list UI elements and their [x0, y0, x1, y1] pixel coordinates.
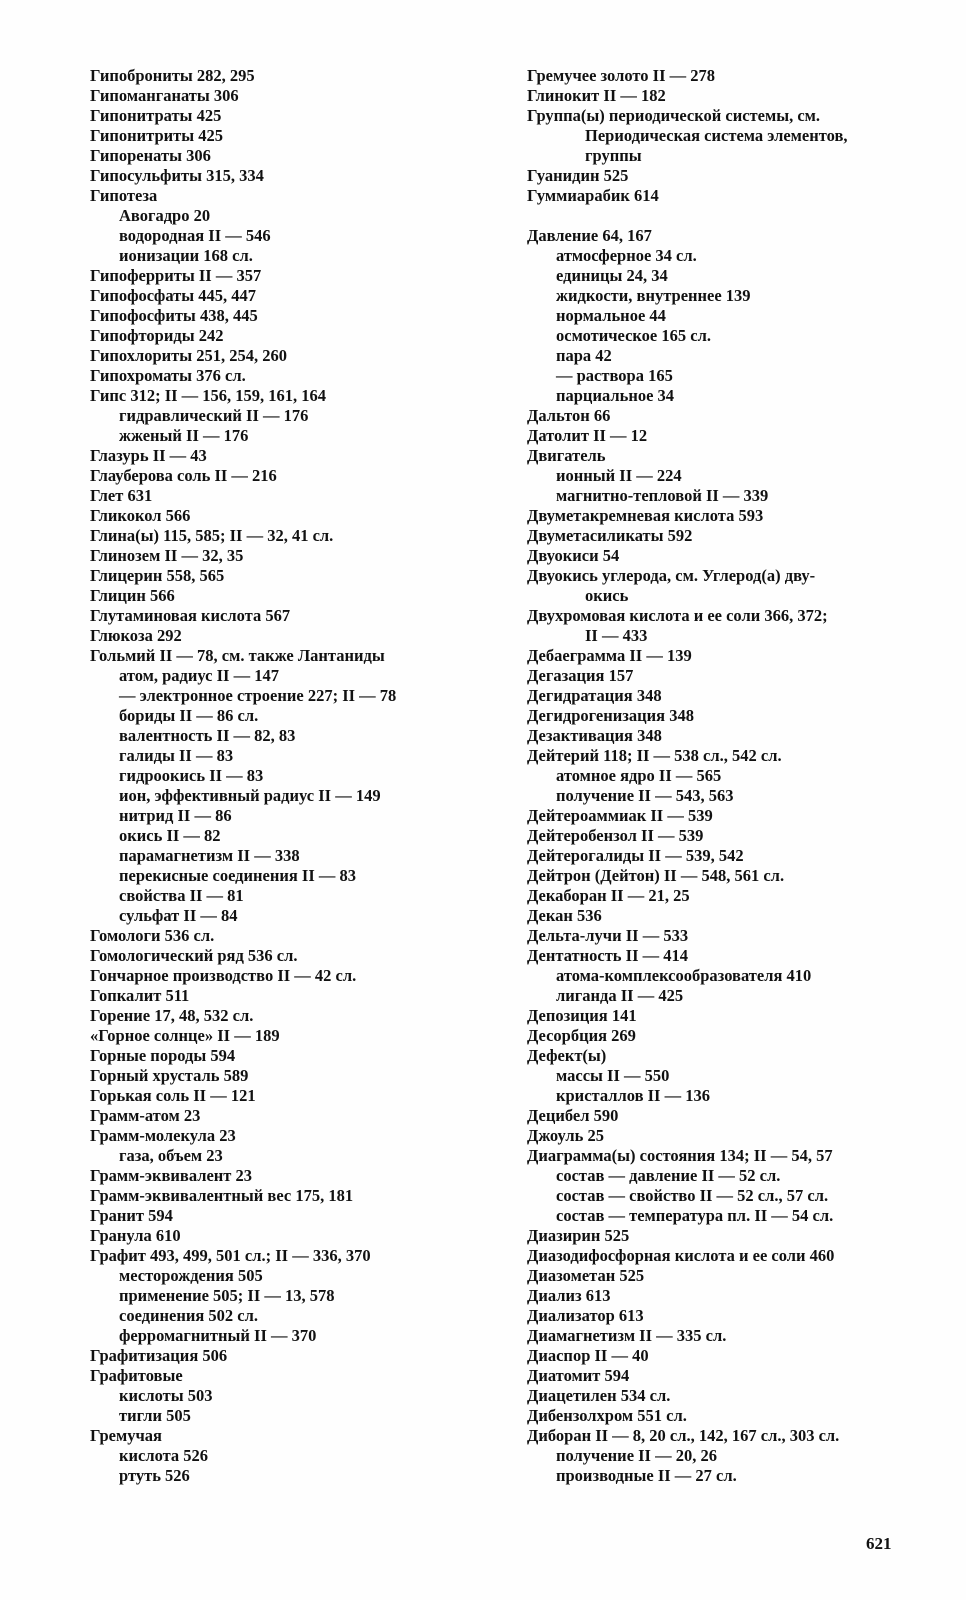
index-subentry: тигли 505: [119, 1406, 191, 1425]
index-subentry: жидкости, внутреннее 139: [556, 286, 751, 305]
index-entry: Гипоброниты 282, 295: [90, 66, 255, 85]
index-entry: Гипоренаты 306: [90, 146, 211, 165]
index-subentry: получение II — 20, 26: [556, 1446, 717, 1465]
index-entry: Двуметасиликаты 592: [527, 526, 693, 545]
index-subentry: применение 505; II — 13, 578: [119, 1286, 335, 1305]
index-entry: Диаграмма(ы) состояния 134; II — 54, 57: [527, 1146, 833, 1165]
index-entry: Дейтерогалиды II — 539, 542: [527, 846, 744, 865]
index-subentry: ферромагнитный II — 370: [119, 1326, 317, 1345]
index-entry: Двигатель: [527, 446, 606, 465]
index-entry: Гранула 610: [90, 1226, 181, 1245]
index-entry: Горение 17, 48, 532 сл.: [90, 1006, 254, 1025]
index-entry: Диборан II — 8, 20 сл., 142, 167 сл., 303 сл.: [527, 1426, 840, 1445]
index-subentry: бориды II — 86 сл.: [119, 706, 259, 725]
index-subentry: окись II — 82: [119, 826, 221, 845]
index-subentry: жженый II — 176: [119, 426, 249, 445]
index-entry: Грамм-эквивалент 23: [90, 1166, 253, 1185]
index-entry: Горькая соль II — 121: [90, 1086, 256, 1105]
index-subentry: производные II — 27 сл.: [556, 1466, 737, 1485]
index-entry: Гремучая: [90, 1426, 162, 1445]
index-entry: Гуанидин 525: [527, 166, 629, 185]
index-entry: Диализатор 613: [527, 1306, 644, 1325]
index-subentry: ртуть 526: [119, 1466, 190, 1485]
index-entry: Группа(ы) периодической системы, см.: [527, 106, 821, 125]
page-number: 621: [866, 1534, 892, 1553]
index-entry: Дейтероаммиак II — 539: [527, 806, 713, 825]
index-subentry: парамагнетизм II — 338: [119, 846, 300, 865]
index-column-right: [527, 66, 947, 1486]
index-subentry: ионизации 168 сл.: [119, 246, 253, 265]
index-entry: Двуметакремневая кислота 593: [527, 506, 764, 525]
index-subentry: Периодическая система элементов,: [585, 126, 848, 145]
index-subentry: нитрид II — 86: [119, 806, 232, 825]
index-entry: Гипохлориты 251, 254, 260: [90, 346, 288, 365]
index-entry: Диализ 613: [527, 1286, 611, 1305]
index-entry: Давление 64, 167: [527, 226, 652, 245]
index-entry: Гончарное производство II — 42 сл.: [90, 966, 357, 985]
index-entry: Гипосульфиты 315, 334: [90, 166, 264, 185]
index-subentry: лиганда II — 425: [556, 986, 684, 1005]
index-subentry: галиды II — 83: [119, 746, 234, 765]
index-entry: Десорбция 269: [527, 1026, 636, 1045]
index-entry: Гипофосфаты 445, 447: [90, 286, 257, 305]
index-entry: Глутаминовая кислота 567: [90, 606, 291, 625]
index-entry: Дегидратация 348: [527, 686, 662, 705]
index-subentry: водородная II — 546: [119, 226, 271, 245]
index-subentry: сульфат II — 84: [119, 906, 238, 925]
index-entry: Гранит 594: [90, 1206, 173, 1225]
index-subentry: кислоты 503: [119, 1386, 213, 1405]
index-entry: Гипс 312; II — 156, 159, 161, 164: [90, 386, 327, 405]
index-entry: Гипофосфиты 438, 445: [90, 306, 258, 325]
index-entry: Глинокит II — 182: [527, 86, 666, 105]
index-entry: Дегазация 157: [527, 666, 634, 685]
index-subentry: кислота 526: [119, 1446, 209, 1465]
index-entry: Глицерин 558, 565: [90, 566, 225, 585]
index-entry: Диацетилен 534 сл.: [527, 1386, 671, 1405]
index-entry: Дезактивация 348: [527, 726, 662, 745]
index-entry: Гомологи 536 сл.: [90, 926, 215, 945]
index-subentry: — электронное строение 227; II — 78: [119, 686, 397, 705]
index-subentry: атмосферное 34 сл.: [556, 246, 697, 265]
index-entry: Депозиция 141: [527, 1006, 637, 1025]
index-entry: Диатомит 594: [527, 1366, 630, 1385]
index-entry: Дальтон 66: [527, 406, 611, 425]
index-entry: Дельта-лучи II — 533: [527, 926, 689, 945]
index-entry: «Горное солнце» II — 189: [90, 1026, 280, 1045]
index-subentry: II — 433: [585, 626, 648, 645]
index-entry: Диазирин 525: [527, 1226, 630, 1245]
index-entry: Гольмий II — 78, см. также Лантаниды: [90, 646, 385, 665]
index-entry: Диазометан 525: [527, 1266, 645, 1285]
index-subentry: получение II — 543, 563: [556, 786, 734, 805]
index-subentry: массы II — 550: [556, 1066, 670, 1085]
index-subentry: ионный II — 224: [556, 466, 682, 485]
index-entry: Гипотеза: [90, 186, 158, 205]
index-entry: Графитовые: [90, 1366, 183, 1385]
index-subentry: валентность II — 82, 83: [119, 726, 296, 745]
index-subentry: магнитно-тепловой II — 339: [556, 486, 769, 505]
index-entry: Глинозем II — 32, 35: [90, 546, 244, 565]
index-subentry: Авогадро 20: [119, 206, 211, 225]
index-entry: Гипохроматы 376 сл.: [90, 366, 246, 385]
index-column-left: [90, 66, 510, 1486]
index-entry: Гипонитраты 425: [90, 106, 222, 125]
index-entry: Глюкоза 292: [90, 626, 182, 645]
index-entry: Диаспор II — 40: [527, 1346, 649, 1365]
index-subentry: атом, радиус II — 147: [119, 666, 279, 685]
index-entry: Глина(ы) 115, 585; II — 32, 41 сл.: [90, 526, 334, 545]
index-subentry: перекисные соединения II — 83: [119, 866, 357, 885]
index-entry: Гипонитриты 425: [90, 126, 223, 145]
index-subentry: состав — температура пл. II — 54 сл.: [556, 1206, 834, 1225]
index-entry: Грамм-молекула 23: [90, 1126, 236, 1145]
index-subentry: нормальное 44: [556, 306, 666, 325]
index-entry: Гликокол 566: [90, 506, 191, 525]
index-subentry: осмотическое 165 сл.: [556, 326, 711, 345]
index-entry: Гипофториды 242: [90, 326, 224, 345]
index-subentry: состав — свойство II — 52 сл., 57 сл.: [556, 1186, 829, 1205]
index-entry: Дейтеробензол II — 539: [527, 826, 704, 845]
index-entry: Децибел 590: [527, 1106, 619, 1125]
index-spacer: [527, 206, 947, 226]
index-entry: Графит 493, 499, 501 сл.; II — 336, 370: [90, 1246, 371, 1265]
index-subentry: гидроокись II — 83: [119, 766, 264, 785]
index-entry: Гипоманганаты 306: [90, 86, 239, 105]
index-entry: Дейтерий 118; II — 538 сл., 542 сл.: [527, 746, 782, 765]
index-entry: Глауберова соль II — 216: [90, 466, 277, 485]
index-entry: Дейтрон (Дейтон) II — 548, 561 сл.: [527, 866, 785, 885]
index-entry: Джоуль 25: [527, 1126, 604, 1145]
index-entry: Гопкалит 511: [90, 986, 190, 1005]
index-entry: Декан 536: [527, 906, 602, 925]
index-entry: Диамагнетизм II — 335 сл.: [527, 1326, 727, 1345]
index-entry: Грамм-атом 23: [90, 1106, 201, 1125]
index-subentry: кристаллов II — 136: [556, 1086, 710, 1105]
index-entry: Горные породы 594: [90, 1046, 236, 1065]
index-subentry: — раствора 165: [556, 366, 673, 385]
index-entry: Датолит II — 12: [527, 426, 648, 445]
index-entry: Гуммиарабик 614: [527, 186, 659, 205]
index-entry: Диазодифосфорная кислота и ее соли 460: [527, 1246, 835, 1265]
index-entry: Двухромовая кислота и ее соли 366, 372;: [527, 606, 828, 625]
index-subentry: соединения 502 сл.: [119, 1306, 259, 1325]
index-entry: Глет 631: [90, 486, 153, 505]
index-subentry: единицы 24, 34: [556, 266, 668, 285]
index-entry: Горный хрусталь 589: [90, 1066, 249, 1085]
index-entry: Гремучее золото II — 278: [527, 66, 715, 85]
index-subentry: свойства II — 81: [119, 886, 244, 905]
index-subentry: гидравлический II — 176: [119, 406, 309, 425]
index-entry: Дебаеграмма II — 139: [527, 646, 692, 665]
index-subentry: состав — давление II — 52 сл.: [556, 1166, 781, 1185]
index-entry: Глазурь II — 43: [90, 446, 207, 465]
index-subentry: ион, эффективный радиус II — 149: [119, 786, 381, 805]
index-subentry: группы: [585, 146, 642, 165]
index-entry: Декаборан II — 21, 25: [527, 886, 690, 905]
index-entry: Грамм-эквивалентный вес 175, 181: [90, 1186, 354, 1205]
index-subentry: атомное ядро II — 565: [556, 766, 722, 785]
index-entry: Дефект(ы): [527, 1046, 607, 1065]
index-entry: Глицин 566: [90, 586, 175, 605]
index-entry: Двуокиси 54: [527, 546, 620, 565]
index-entry: Дентатность II — 414: [527, 946, 688, 965]
index-entry: Дибензолхром 551 сл.: [527, 1406, 687, 1425]
index-entry: Гомологический ряд 536 сл.: [90, 946, 298, 965]
index-subentry: газа, объем 23: [119, 1146, 223, 1165]
index-subentry: атома-комплексообразователя 410: [556, 966, 812, 985]
index-subentry: окись: [585, 586, 629, 605]
index-entry: Дегидрогенизация 348: [527, 706, 694, 725]
index-entry: Гипоферриты II — 357: [90, 266, 262, 285]
index-subentry: парциальное 34: [556, 386, 675, 405]
index-entry: Графитизация 506: [90, 1346, 228, 1365]
index-subentry: пара 42: [556, 346, 612, 365]
index-subentry: месторождения 505: [119, 1266, 263, 1285]
index-entry: Двуокись углерода, см. Углерод(а) дву-: [527, 566, 816, 585]
